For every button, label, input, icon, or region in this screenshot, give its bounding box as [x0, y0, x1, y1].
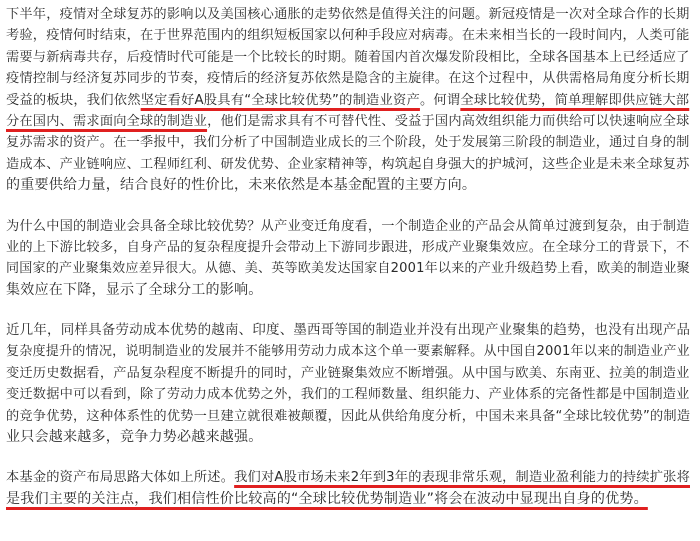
- text-line: [6, 154, 696, 175]
- text-line: [6, 68, 696, 89]
- text-line: [6, 280, 696, 301]
- highlighted-text: 我们对A股市场未来2年到3年的表现非常乐观，制造业盈利能力的持续扩张将: [234, 470, 690, 486]
- text-line: [6, 320, 696, 341]
- text-segment: 业的上下游比较多，自身产品的复杂程度提升会带动上下游同步跟进，形成产业聚集效应。在全球分工的背景下，不: [6, 239, 690, 255]
- highlighted-text: 分在国内、需求面向全球的制造业: [6, 113, 208, 129]
- text-segment: 。何谓: [419, 92, 461, 108]
- text-segment: 同国家的产业聚集效应差异很大。从德、美、英等欧美发达国家自2001年以来的产业升级趋势上看，欧美的制造业聚: [6, 261, 690, 277]
- text-segment: 下半年，疫情对全球复苏的影响以及美国核心通胀的走势依然是值得关注的问题。新冠疫情是一次对全球合作的长期: [6, 7, 690, 22]
- text-line: [6, 406, 696, 427]
- text-segment: 本基金的资产布局思路大体如上所述。: [6, 470, 235, 486]
- text-segment: 疫情控制与经济复苏同步的节奏，疫情后的经济复苏依然是隐含的主旋律。在这个过程中，从供需格局角度分析长期: [6, 71, 690, 87]
- text-segment: ，他们是需求具有不可替代性、受益于国内高效组织能力而供给可以快速响应全球: [207, 113, 690, 129]
- highlighted-text: 坚定看好A股具有“全球比较优势”的制造业资产: [140, 92, 420, 108]
- text-line: [6, 427, 696, 448]
- text-line: [6, 341, 696, 362]
- paragraph: [6, 4, 696, 197]
- text-segment: 变迁历史数据看，产品复杂程度不断提升的同时，产业链聚集效应不断增强。从中国与欧美、东南亚、拉美的制造业: [6, 365, 690, 381]
- text-segment: 的竞争优势，这种体系性的优势一旦建立就很难被颠覆，因此从供给角度分析，中国未来具备“全球比较优势”的制造: [6, 408, 691, 424]
- text-line: [6, 25, 696, 46]
- text-line: [6, 237, 696, 258]
- text-line: [6, 47, 696, 68]
- text-line: [6, 489, 696, 510]
- text-segment: 复苏需求的资产。在一季报中，我们分析了中国制造业成长的三个阶段，处于发展第三阶段的制造业，通过自身的制: [6, 135, 690, 151]
- text-segment: 近几年，同样具备劳动成本优势的越南、印度、墨西哥等国的制造业并没有出现产业聚集的趋势，也没有出现产品: [6, 322, 691, 339]
- text-line: [6, 175, 696, 196]
- highlighted-text: 是我们主要的关注点，我们相信性价比较高的“全球比较优势制造业”将会在波动中显现出自身的优势。: [6, 490, 648, 507]
- text-line: [6, 111, 696, 132]
- paragraph: [6, 467, 696, 510]
- text-segment: 业只会越来越多，竞争力势必越来越强。: [6, 429, 263, 446]
- text-line: [6, 258, 696, 279]
- text-line: [6, 216, 696, 237]
- text-line: [6, 132, 696, 153]
- text-segment: 考验，疫情何时结束，在于世界范围内的组织短板国家以何种手段应对病毒。在未来相当长的一段时间内，人类可能: [6, 28, 690, 44]
- text-line: [6, 90, 696, 111]
- text-segment: 变迁数据中可以看到，除了劳动力成本优势之外，我们的工程师数量、组织能力、产业体系的完备性都是中国制造业: [6, 387, 690, 403]
- text-segment: 集效应在下降，显示了全球分工的影响。: [6, 281, 263, 298]
- text-segment: 的重要供给力量，结合良好的性价比，未来依然是本基金配置的主要方向。: [6, 177, 477, 194]
- text-segment: 为什么中国的制造业会具备全球比较优势？从产业变迁角度看，一个制造企业的产品会从简单过渡到复杂，由于制造: [6, 218, 690, 234]
- text-line: [6, 384, 696, 405]
- text-line: [6, 4, 696, 25]
- paragraph-gap: [6, 301, 696, 320]
- paragraph: [6, 320, 696, 448]
- text-line: [6, 467, 696, 488]
- document-body: [6, 4, 696, 510]
- text-segment: 需要与新病毒共存，后疫情时代可能是一个比较长的时期。随着国内首次爆发阶段相比，全球各国基本上已经适应了: [6, 49, 690, 65]
- text-segment: 复杂度提升的情况，说明制造业的发展并不能够用劳动力成本这个单一要素解释。从中国自2001年以来的制造业产业: [6, 344, 690, 360]
- paragraph-gap: [6, 448, 696, 467]
- text-segment: 受益的板块，我们依然: [6, 92, 141, 108]
- text-line: [6, 363, 696, 384]
- paragraph-gap: [6, 197, 696, 216]
- highlighted-text: 全球比较优势，简单理解即供应链大部: [460, 92, 690, 108]
- paragraph: [6, 216, 696, 302]
- text-segment: 造成本、产业链响应、工程师红利、研发优势、企业家精神等，构筑起自身强大的护城河，这些企业是未来全球复苏: [6, 156, 690, 172]
